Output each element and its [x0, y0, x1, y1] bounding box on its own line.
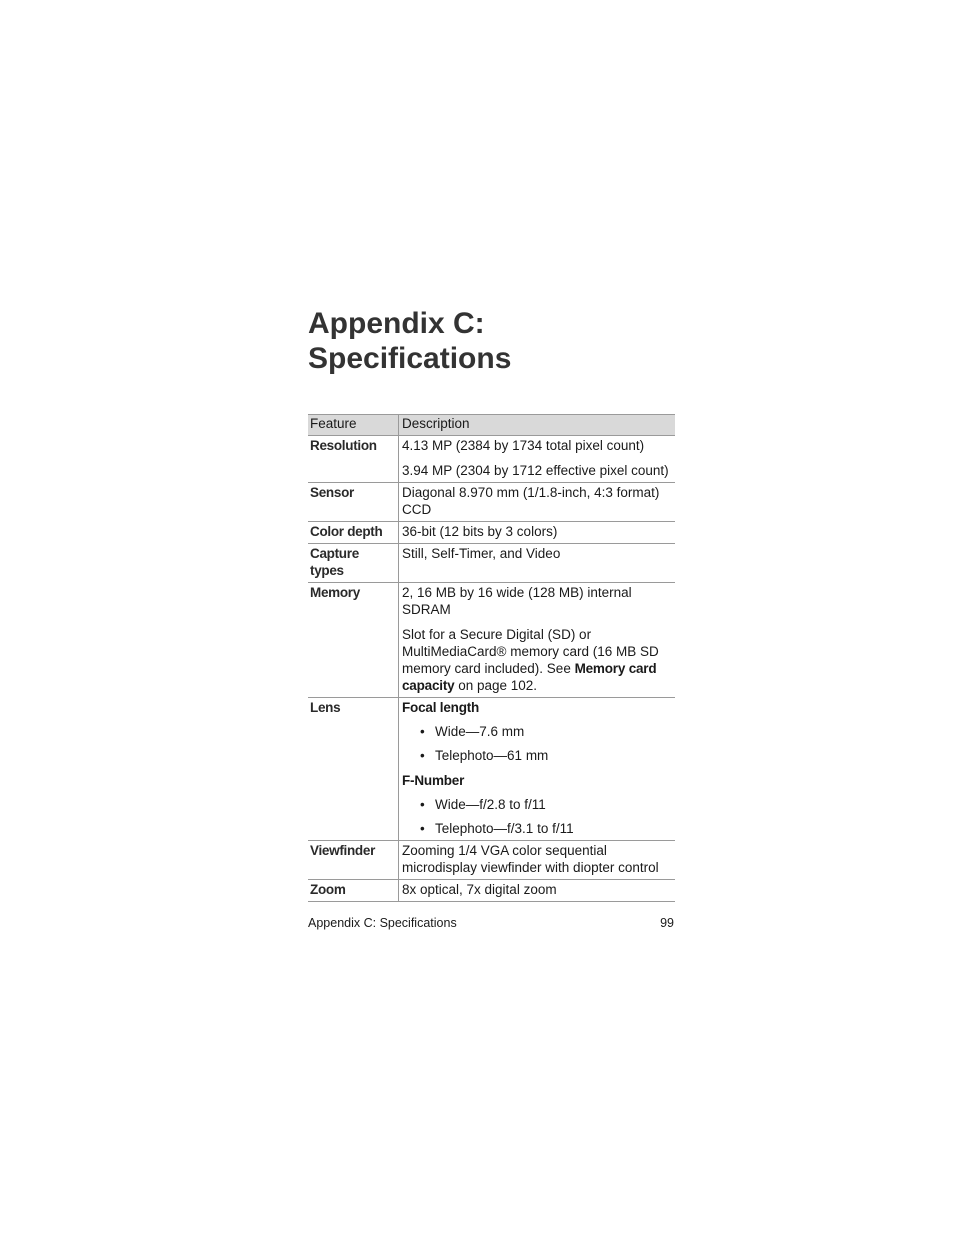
page-title [308, 306, 708, 376]
feature-viewfinder: Viewfinder [308, 841, 399, 880]
focal-length-wide: Wide—7.6 mm [435, 724, 525, 739]
table-row-color-depth [308, 522, 675, 544]
resolution-effective: 3.94 MP (2304 by 1712 effective pixel count) [402, 463, 669, 478]
description-color-depth [399, 522, 676, 544]
table-row-zoom [308, 880, 675, 902]
sensor-text: Diagonal 8.970 mm (1/1.8-inch, 4:3 format) CCD [402, 485, 660, 517]
description-memory [399, 583, 676, 698]
table-header-row [308, 415, 675, 436]
description-capture-types [399, 544, 676, 583]
description-lens [399, 698, 676, 841]
header-feature: Feature [308, 415, 399, 436]
f-number-telephoto: Telephoto—f/3.1 to f/11 [435, 821, 574, 836]
table-row-viewfinder [308, 841, 675, 880]
focal-length-telephoto: Telephoto—61 mm [435, 748, 549, 763]
feature-resolution: Resolution [308, 436, 399, 483]
list-item [402, 820, 672, 837]
description-viewfinder [399, 841, 676, 880]
feature-zoom: Zoom [308, 880, 399, 902]
feature-memory: Memory [308, 583, 399, 698]
memory-card-slot-suffix: on page 102. [454, 678, 538, 693]
memory-internal: 2, 16 MB by 16 wide (128 MB) internal SDRAM [402, 585, 632, 617]
list-item [402, 747, 672, 764]
header-description: Description [399, 415, 676, 436]
f-number-heading: F-Number [402, 773, 465, 788]
page-title-line-1: Appendix C: [308, 307, 485, 340]
feature-sensor: Sensor [308, 483, 399, 522]
zoom-text: 8x optical, 7x digital zoom [402, 882, 557, 897]
memory-card-slot [402, 626, 672, 694]
description-zoom [399, 880, 676, 902]
table-row-memory [308, 583, 675, 698]
viewfinder-text: Zooming 1/4 VGA color sequential microdisplay viewfinder with diopter control [402, 843, 659, 875]
table-row-resolution [308, 436, 675, 483]
color-depth-text: 36-bit (12 bits by 3 colors) [402, 524, 558, 539]
table-row-lens [308, 698, 675, 841]
footer-section-title: Appendix C: Specifications [308, 916, 457, 930]
footer-page-number: 99 [660, 916, 674, 930]
description-resolution [399, 436, 676, 483]
description-sensor [399, 483, 676, 522]
focal-length-heading: Focal length [402, 700, 480, 715]
specifications-table [308, 414, 675, 902]
table-row-capture-types [308, 544, 675, 583]
table-row-sensor [308, 483, 675, 522]
f-number-wide: Wide—f/2.8 to f/11 [435, 797, 546, 812]
feature-color-depth: Color depth [308, 522, 399, 544]
page-title-line-2: Specifications [308, 342, 512, 375]
feature-capture-types: Capture types [308, 544, 399, 583]
list-item [402, 723, 672, 740]
list-item [402, 796, 672, 813]
feature-lens: Lens [308, 698, 399, 841]
capture-types-text: Still, Self-Timer, and Video [402, 546, 561, 561]
memory-card-capacity-link[interactable]: Memory card capacity [402, 661, 657, 693]
memory-card-slot-text: Slot for a Secure Digital (SD) or MultiMediaCard® memory card (16 MB SD memory card included). See [402, 627, 659, 676]
resolution-total: 4.13 MP (2384 by 1734 total pixel count) [402, 438, 645, 453]
